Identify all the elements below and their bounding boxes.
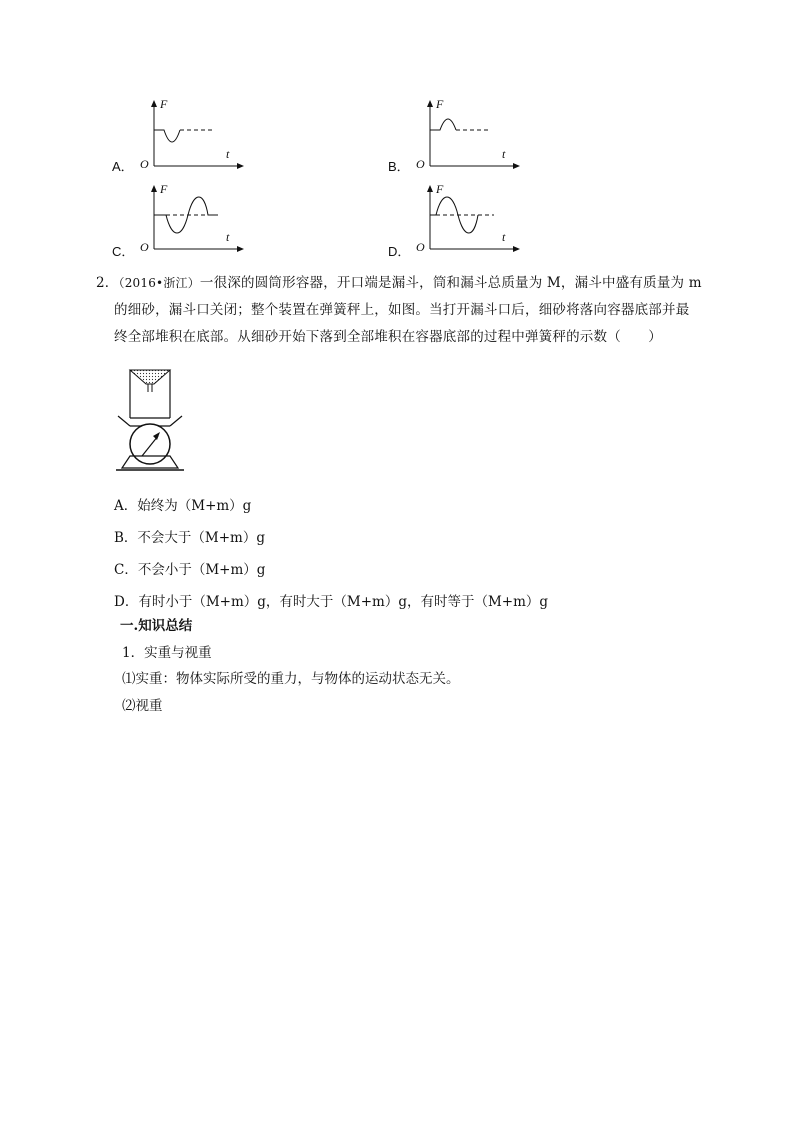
- graph-option-d: [386, 181, 526, 261]
- axis-label-t: t: [226, 147, 230, 161]
- axis-label-f: F: [436, 182, 444, 196]
- question-number: 2．: [96, 275, 119, 291]
- summary-item-1a: ⑴实重：物体实际所受的重力，与物体的运动状态无关。: [122, 671, 460, 687]
- question-2-line-2: 的细砂，漏斗口关闭；整个装置在弹簧秤上，如图。当打开漏斗口后，细砂将落向容器底部并最: [114, 302, 690, 318]
- choice-a[interactable]: A．始终为（M+m）g: [114, 498, 252, 514]
- axis-label-t: t: [502, 147, 506, 161]
- question-source: （2016•浙江）: [118, 276, 200, 290]
- origin-label: O: [416, 157, 425, 171]
- axis-label-f: F: [436, 97, 444, 111]
- axis-label-t: t: [226, 230, 230, 244]
- origin-label: O: [140, 240, 149, 254]
- choice-d[interactable]: D．有时小于（M+m）g，有时大于（M+m）g，有时等于（M+m）g: [114, 594, 549, 610]
- summary-item-1: 1．实重与视重: [122, 645, 212, 661]
- origin-label: O: [416, 240, 425, 254]
- axis-label-t: t: [502, 230, 506, 244]
- axis-label-f: F: [160, 97, 168, 111]
- question-2-line-3: 终全部堆积在底部。从细砂开始下落到全部堆积在容器底部的过程中弹簧秤的示数（ ）: [114, 329, 662, 345]
- option-letter: D．: [388, 244, 411, 259]
- option-letter: C．: [112, 244, 135, 259]
- question-2-line-1: [96, 270, 706, 297]
- option-letter: A．: [112, 159, 134, 174]
- graph-option-c: [110, 181, 250, 261]
- graph-option-b: [386, 96, 526, 176]
- graph-b: [416, 96, 526, 176]
- graph-d: [416, 181, 526, 261]
- origin-label: O: [140, 157, 149, 171]
- spring-scale-apparatus-figure: [112, 366, 190, 476]
- choice-c[interactable]: C．不会小于（M+m）g: [114, 562, 266, 578]
- summary-item-1b: ⑵视重: [122, 698, 163, 714]
- section-heading: 一.知识总结: [120, 618, 193, 634]
- graph-option-a: [110, 96, 250, 176]
- choice-b[interactable]: B．不会大于（M+m）g: [114, 530, 265, 546]
- graph-a: [140, 96, 250, 176]
- option-letter: B．: [388, 159, 410, 174]
- question-2-text: [96, 270, 706, 351]
- question-stem-1: 一很深的圆筒形容器，开口端是漏斗，筒和漏斗总质量为 M，漏斗中盛有质量为 m: [199, 275, 702, 291]
- axis-label-f: F: [160, 182, 168, 196]
- graph-c: [140, 181, 250, 261]
